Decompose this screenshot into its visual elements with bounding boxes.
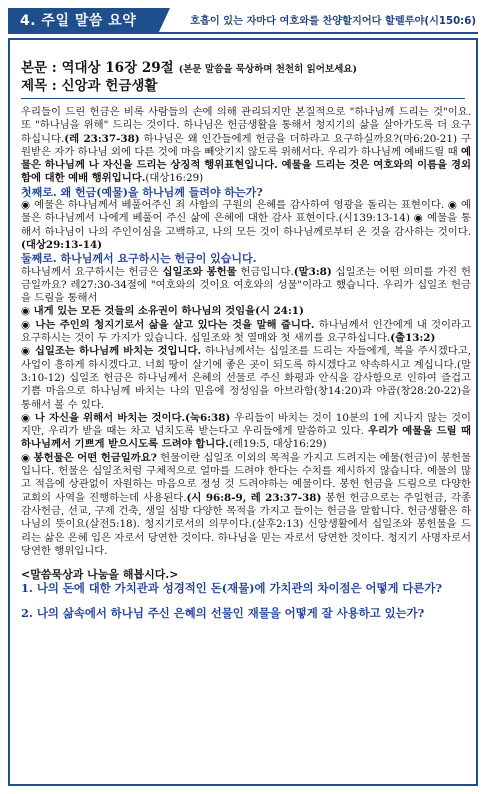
- spacer: [21, 596, 471, 606]
- question-2: 2. 나의 삶속에서 하나님 주신 은혜의 선물인 재물을 어떻게 잘 사용하고 있는가?: [21, 606, 425, 621]
- sermon-text-note: (본문 말씀을 묵상하며 천천히 읽어보세요): [178, 64, 357, 75]
- sermon-title-label: 제목 : 신앙과 헌금생활: [21, 78, 158, 94]
- heading-first: 첫째로. 왜 헌금(예물)을 하나님께 들려야 하는가?: [21, 185, 263, 199]
- header-underline: [158, 32, 478, 34]
- intro-paragraph: 우리들이 드린 헌금은 비록 사람들의 손에 의해 관리되지만 본질적으로 "하나님께 드리는 것"이요. 또 "하나님을 위해" 드리는 것이다. 하나님은 헌금생활을 통해서 청지기의 삶을 살아가도록 더 요구하십니다.(레 23:37-38) 하나님은 왜 인간들에게 헌금을 더하라고 요구하실까요?(마6:20-21) 구원받은 자가 하나님 외에 다른 것에 마음 빼앗기지 않도록 위해서다. 우리가 하나님께 예배드릴 때 예물은 하나님께 나 자신을 드리는 상징적 행위표현입니다. 예물을 드리는 것은 여호와의 이름을 경외함에 대한 예배 행위입니다.(대상16:29): [21, 106, 471, 185]
- sermon-text-line: [21, 56, 471, 76]
- sermon-text-label: 본문 : 역대상 16장 29절: [21, 60, 174, 76]
- sermon-summary-box: [8, 38, 478, 786]
- spacer: [21, 558, 471, 568]
- paragraph-first: ◉ 예물은 하나님께서 베풀어주신 죄 사함의 구원의 은혜를 감사하여 영광을 돌리는 표현이다. ◉ 예물은 하나님께서 나에게 베풀어 주신 삶에 은혜에 대한 감사 표현이다.(시139:13-14) ◉ 예물을 통해서 하나님이 나의 주인이심을 고백하고, 나의 모든 것이 하나님께로부터 온 것을 감사하는 것이다.(대상29:13-14): [21, 199, 471, 251]
- heading-second: 둘째로. 하나님께서 요구하시는 헌금이 있습니다.: [21, 252, 257, 266]
- sermon-body: [21, 106, 471, 621]
- bullet-self: ◉ 나 자신을 위해서 바치는 것이다.(눅6:38) 우리들이 바치는 것이 10분의 1에 지나지 않는 것이지만, 우리가 받을 때는 차고 넘치도록 받는다고 우리들에게 말씀하고 있다. 우리가 예물을 드릴 때 하나님께서 기쁘게 받으시도록 드려야 합니다.(레19:5, 대상16:29): [21, 411, 472, 451]
- bullet-steward: ◉ 나는 주인의 청지기로서 삶을 살고 있다는 것을 말해 줍니다. 하나님께서 인간에게 내 것이라고 요구하시는 것이 두 가지가 있습니다. 십일조와 첫 열매와 첫 새끼를 요구하십니다.(출13:2): [21, 318, 471, 345]
- divider: [21, 98, 465, 99]
- section-header: [8, 8, 478, 34]
- header-verse: 호흡이 있는 자마다 여호와를 찬양할지어다 할렐루야(시150:6): [190, 16, 476, 27]
- section-label: 4. 주일 말씀 요약: [8, 8, 158, 34]
- bullet-ownership: ◉ 내게 있는 모든 것들의 소유권이 하나님의 것임을(시 24:1): [21, 305, 304, 318]
- sermon-title-line: [21, 74, 471, 94]
- question-1: 1. 나의 돈에 대한 가치관과 성경적인 돈(재물)에 가치관의 차이점은 어떻게 다른가?: [21, 581, 443, 596]
- bullet-offering: ◉ 봉헌물은 어떤 헌금일까요? 헌물이란 십일조 이외의 목적을 가지고 드려지는 예물(헌금)이 봉헌물입니다. 헌물은 십일조처럼 구체적으로 얼마를 드려야 한다는 수치를 제시하지 않습니다. 예물의 많고 적음에 상관없이 자원하는 마음으로 정성 것 드려야하는 예물이다. 봉헌 헌금을 드림으로 다양한 교회의 사역을 진행하는데 사용된다.(시 96:8-9, 레 23:37-38) 봉헌 헌금으로는 주일헌금, 각종감사헌금, 선교, 구제 건축, 생일 심방 다양한 목적을 가지고 들이는 헌금을 말합니다. 헌금생활은 하나님의 뜻이요(살전5:18). 청지기로서의 의무이다.(살후2:13) 신앙생활에서 십일조와 봉헌물을 드리는 삶은 은혜 입은 자로서 당연한 것이다. 하나님을 믿는 자로서 당연한 것이다. 청지기 사명자로서 당연한 행위입니다.: [21, 451, 472, 557]
- share-heading: <말씀묵상과 나눔을 해봅시다.>: [21, 568, 179, 582]
- bullet-tithe: ◉ 십일조는 하나님께 바치는 것입니다. 하나님께서는 십일조를 드리는 자들에게, 복을 주시겠다고, 사업이 흥하게 하시겠다고. 너희 땅이 살기에 좋은 곳이 되도록 하시겠다고 약속하시고 계십니다.(말3:10-12) 십일조 헌금은 하나님께서 은혜의 선물로 주신 화평과 안식을 감사함으로 인하여 즐겁고 기쁨 마음으로 하나님께 바치는 나의 믿음에 정성임을 아브라함(창14:20)과 야곱(창28:20-22)을 통해서 볼 수 있다.: [21, 345, 471, 411]
- paragraph-second: 하나님께서 요구하시는 헌금은 십일조와 봉헌물 헌금입니다.(말3:8) 십일조는 어떤 의미를 가진 헌금일까요? 레27:30-34절에 "여호와의 것이요 여호와의 성물"이라고 했습니다. 우리가 십일조 헌금을 드림을 통해서: [21, 265, 471, 305]
